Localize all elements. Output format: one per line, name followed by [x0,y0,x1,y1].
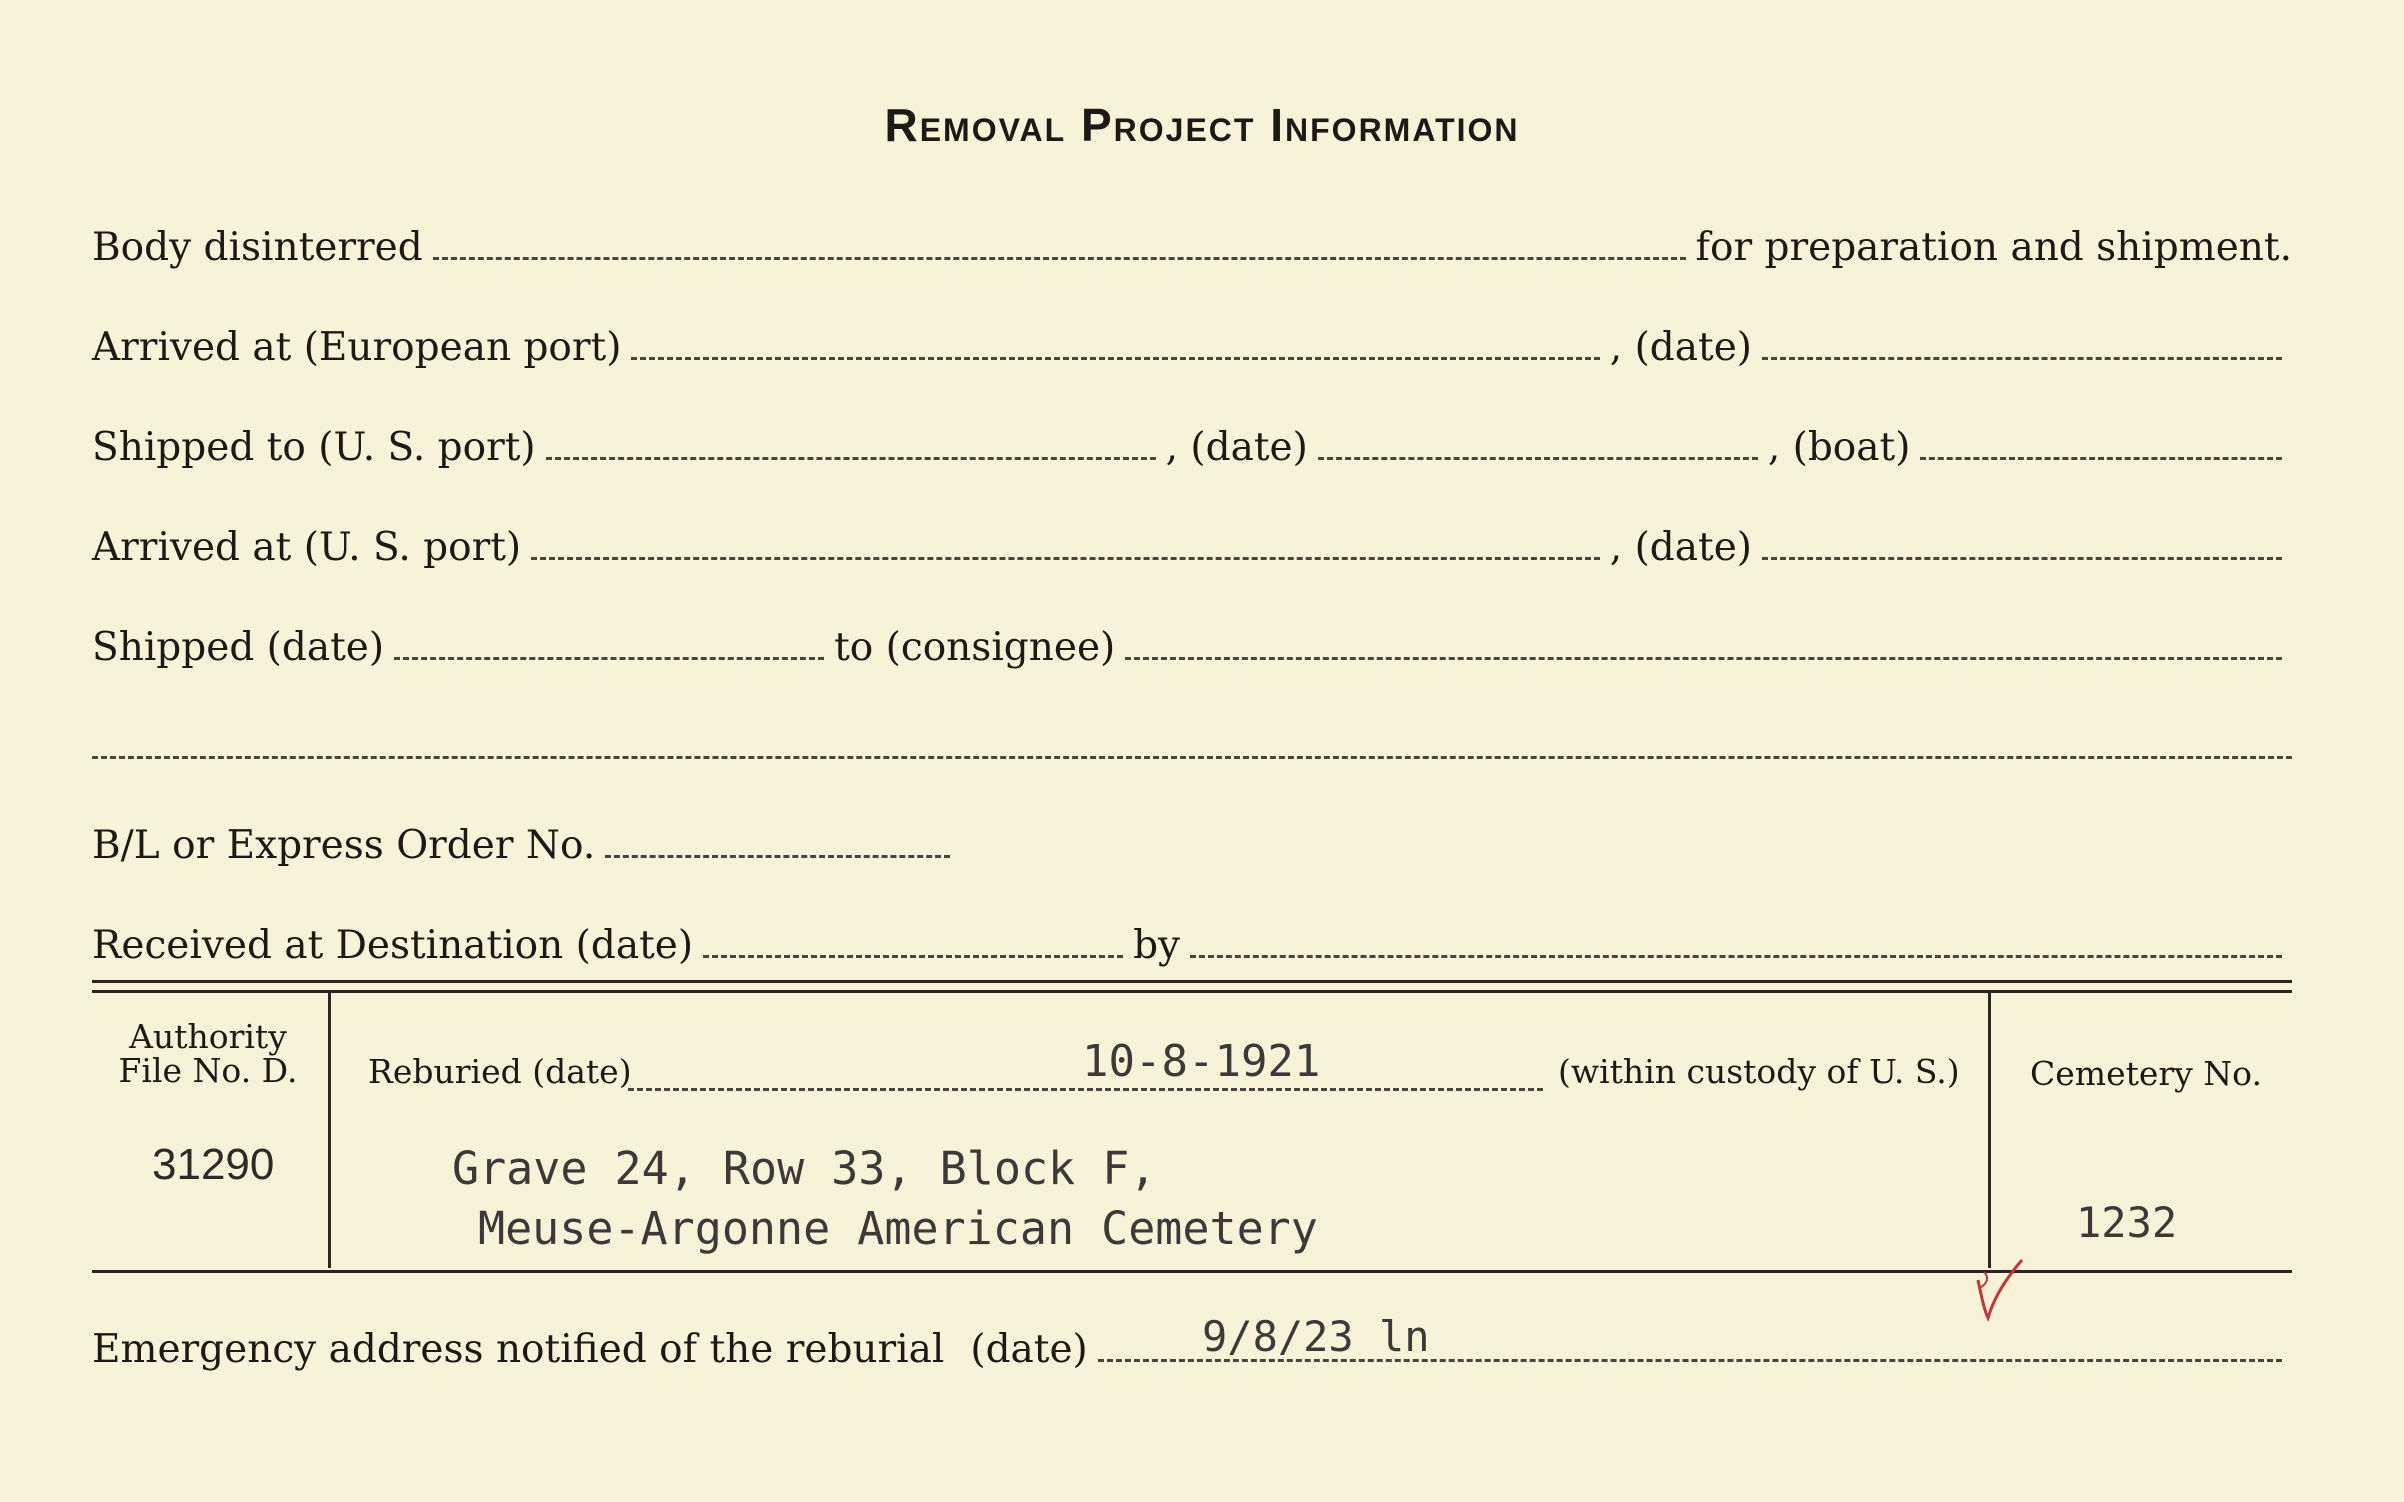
date-label: , (date) [1165,425,1308,470]
body-disinterred-label: Body disinterred [92,225,423,270]
shipped-date-row [92,610,2292,670]
box-divider-left [328,993,331,1268]
received-by-blank [1190,955,2282,958]
continuation-blank [92,756,2292,759]
received-row [92,908,2292,968]
date-label: , (date) [1609,525,1752,570]
emergency-label: Emergency address notified of the reburial [92,1327,945,1372]
arrived-us-date-blank [1762,557,2282,560]
arrived-european-label: Arrived at (European port) [92,325,622,370]
body-disinterred-blank [433,257,1686,260]
preparation-label: for preparation and shipment. [1695,225,2292,270]
shipped-us-blank [546,457,1156,460]
arrived-european-blank [631,357,1599,360]
consignee-label: to (consignee) [834,625,1116,670]
shipped-date-blank [394,657,824,660]
arrived-us-blank [531,557,1600,560]
card-title: Removal Project Information [884,99,1520,151]
shipped-date-label: Shipped (date) [92,625,385,670]
cemetery-number: 1232 [2076,1198,2178,1247]
arrived-european-date-blank [1762,357,2282,360]
file-number: 31290 [152,1140,275,1189]
reburied-date-blank [628,1088,1543,1091]
date-label: , (date) [1609,325,1752,370]
custody-note: (within custody of U. S.) [1558,1052,1960,1091]
body-disinterred-row [92,210,2292,270]
section-rule-bottom [92,1270,2292,1273]
emergency-row [92,1312,2292,1372]
boat-label: , (boat) [1767,425,1911,470]
grave-location-line-2: Meuse-Argonne American Cemetery [478,1202,1318,1255]
arrived-european-row [92,310,2292,370]
cemetery-label: Cemetery No. [2030,1054,2262,1093]
section-rule-top [92,980,2292,983]
section-rule-top-2 [92,990,2292,993]
grave-location-line-1: Grave 24, Row 33, Block F, [452,1142,1157,1195]
bl-order-row [92,808,2292,868]
boat-blank [1920,457,2282,460]
emergency-date-label: (date) [970,1327,1088,1372]
box-divider-right [1988,993,1991,1268]
shipped-us-date-blank [1318,457,1758,460]
received-label: Received at Destination (date) [92,923,694,968]
consignee-blank [1125,657,2282,660]
reburied-label: Reburied (date) [368,1052,632,1091]
shipped-us-row [92,410,2292,470]
authority-label: Authority File No. D. [118,1017,298,1090]
by-label: by [1133,923,1181,968]
received-date-blank [703,955,1123,958]
emergency-date: 9/8/23 ln [1202,1312,1430,1361]
arrived-us-label: Arrived at (U. S. port) [92,525,522,570]
bl-order-label: B/L or Express Order No. [92,823,596,868]
shipped-us-label: Shipped to (U. S. port) [92,425,536,470]
reburied-date: 10-8-1921 [1082,1036,1321,1087]
bl-order-blank [605,855,950,858]
arrived-us-row [92,510,2292,570]
